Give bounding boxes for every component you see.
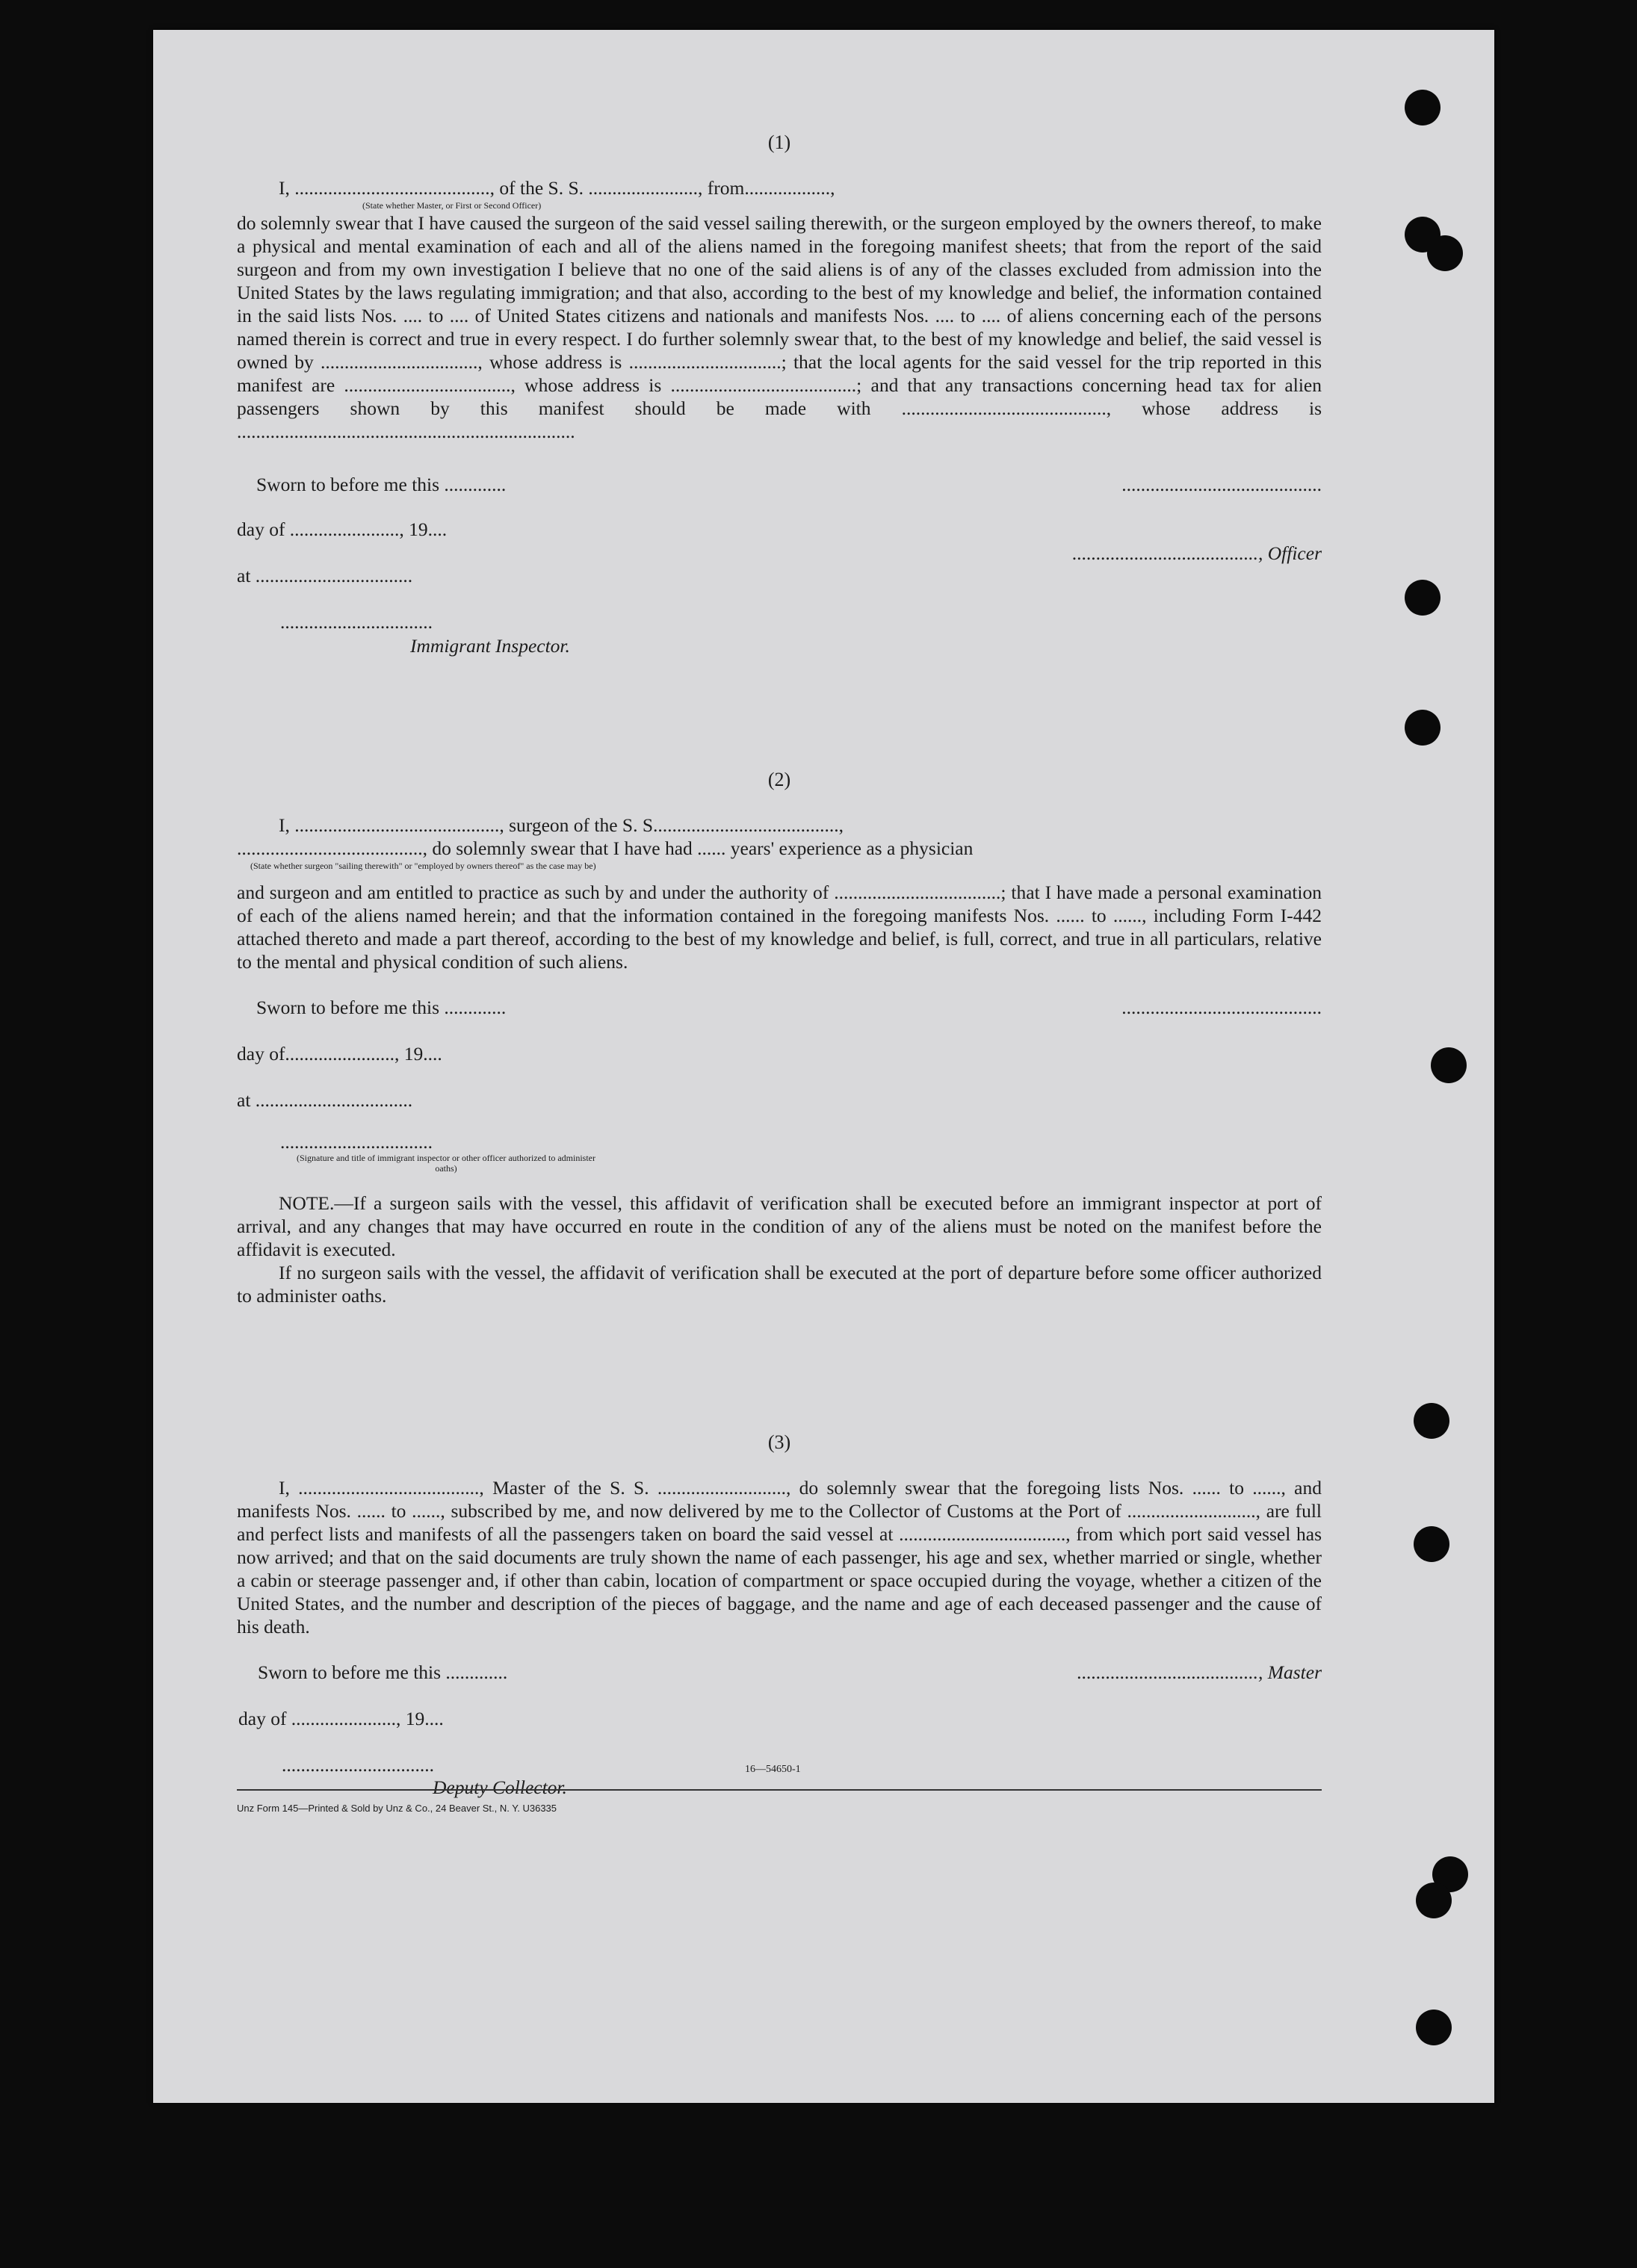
sworn-line: Sworn to before me this ............. xyxy=(258,1661,508,1683)
punch-hole xyxy=(1405,710,1441,746)
surgeon-caption: (State whether surgeon "sailing therewith" or "employed by owners thereof" as the case may be) xyxy=(250,861,596,871)
officer-signature: ......................................., Officer xyxy=(1072,542,1322,564)
sworn-line: Sworn to before me this ............. xyxy=(256,474,507,495)
punch-hole xyxy=(1405,580,1441,616)
punch-hole xyxy=(1416,1883,1452,1918)
collector-label: Deputy Collector. xyxy=(433,1776,567,1798)
officer-signature-line: .......................................... xyxy=(1121,474,1322,495)
punch-hole xyxy=(1414,1526,1449,1562)
note-paragraph-2: If no surgeon sails with the vessel, the affidavit of verification shall be executed at the port of departure before some officer authorized to administer oaths. xyxy=(237,1262,1322,1307)
master-oath-block xyxy=(237,473,1322,667)
day-line: day of......................., 19.... xyxy=(237,1043,442,1065)
surgeon-oath-block xyxy=(237,996,1322,1192)
day-line: day of ......................, 19.... xyxy=(238,1708,444,1729)
surgeon-signature-line: .......................................... xyxy=(1121,997,1322,1018)
footer-divider xyxy=(237,1789,1322,1791)
surgeon-line-1: I, ..........................................., surgeon of the S. S......................................., xyxy=(279,814,844,836)
printer-credit: Unz Form 145—Printed & Sold by Unz & Co., 24 Beaver St., N. Y. U36335 xyxy=(237,1803,557,1814)
inspector-signature-dots: ................................ xyxy=(280,1131,433,1153)
form-page xyxy=(153,30,1494,2103)
verification-note xyxy=(237,1192,1322,1307)
note-paragraph-1: NOTE.—If a surgeon sails with the vessel, this affidavit of verification shall be executed before an immigrant inspector at port of arrival, and any changes that may have occurred en route in the condition of any of the aliens must be noted on the manifest before the affidavit is executed. xyxy=(237,1192,1322,1260)
master-line: I, ........................................., of the S. S. ......................., from.................., xyxy=(279,177,835,199)
punch-hole xyxy=(1414,1403,1449,1439)
collector-signature-dots: ................................ xyxy=(282,1754,434,1776)
section-number: (3) xyxy=(767,1431,791,1453)
master-caption: (State whether Master, or First or Second Officer) xyxy=(362,200,542,211)
inspector-signature-caption: (Signature and title of immigrant inspector or other officer authorized to administer oaths) xyxy=(297,1153,595,1174)
punch-hole xyxy=(1405,90,1441,126)
manifest-body: I, ......................................, Master of the S. S. ..........................., do solemnly swear that the foregoing lists Nos. ...... to ......, and manifests Nos. ...... to ......, subscribed by me, and now delivered by me to the Collector of Customs at the Port of ..........................., are full and perfect lists and manifests of all the passengers taken on board the said vessel at ..................................., from which port said vessel has now arrived; and that on the said documents are truly shown the name of each passenger, his age and sex, whether married or single, whether a cabin or steerage passenger and, if other than cabin, location of compartment or space occupied during the voyage, whether a citizen of the United States, and the number and description of the pieces of baggage, and the name and age of each deceased passenger and the cause of his death. xyxy=(237,1477,1322,1638)
surgeon-line-2: ......................................., do solemnly swear that I have had ...... years' experience as a physician xyxy=(237,837,974,859)
inspector-signature-dots: ................................ xyxy=(280,611,433,633)
punch-hole xyxy=(1427,235,1463,271)
punch-hole xyxy=(1431,1047,1467,1083)
manifest-oath-block xyxy=(237,1661,1322,1810)
affidavit-surgeon xyxy=(237,768,1322,1307)
inspector-label: Immigrant Inspector. xyxy=(410,635,570,657)
at-line: at ................................. xyxy=(237,565,413,586)
punch-hole xyxy=(1416,2010,1452,2045)
affidavit-master-manifest xyxy=(237,1431,1322,1810)
form-code: 16—54650-1 xyxy=(745,1764,801,1775)
surgeon-body: and surgeon and am entitled to practice as such by and under the authority of ...................................; that I have made a personal examination of each of the aliens named herein; and that the information contained in the foregoing manifests Nos. ...... to ......, including Form I-442 attached thereto and made a part thereof, according to the best of my knowledge and belief, is full, correct, and true in all particulars, relative to the mental and physical condition of such aliens. xyxy=(237,882,1322,973)
sworn-line: Sworn to before me this ............. xyxy=(256,997,507,1018)
section-number: (2) xyxy=(767,769,791,790)
master-body: do solemnly swear that I have caused the surgeon of the said vessel sailing therewith, or the surgeon employed by the owners thereof, to make a physical and mental examination of each and all of the aliens named in the foregoing manifest sheets; that from the report of the said surgeon and from my own investigation I believe that no one of the said aliens is of any of the classes excluded from admission into the United States by the laws regulating immigration; and that also, according to the best of my knowledge and belief, the information contained in the said lists Nos. .... to .... of United States citizens and nationals and manifests Nos. .... to .... of aliens concerning each of the persons named therein is correct and true in every respect. I do further solemnly swear that, to the best of my knowledge and belief, the said vessel is owned by ................................., whose address is ................................; that the local agents for the said vessel for the trip reported in this manifest are ..................................., whose address is .......................................; and that any transactions concerning head tax for alien passengers shown by this manifest should be made with ..........................................., whose address is ....................................................................... xyxy=(237,212,1322,442)
day-line: day of ......................., 19.... xyxy=(237,518,448,540)
master-signature: ......................................, Master xyxy=(1077,1661,1322,1683)
at-line: at ................................. xyxy=(237,1089,413,1111)
section-number: (1) xyxy=(767,131,791,153)
affidavit-master xyxy=(237,131,1322,667)
